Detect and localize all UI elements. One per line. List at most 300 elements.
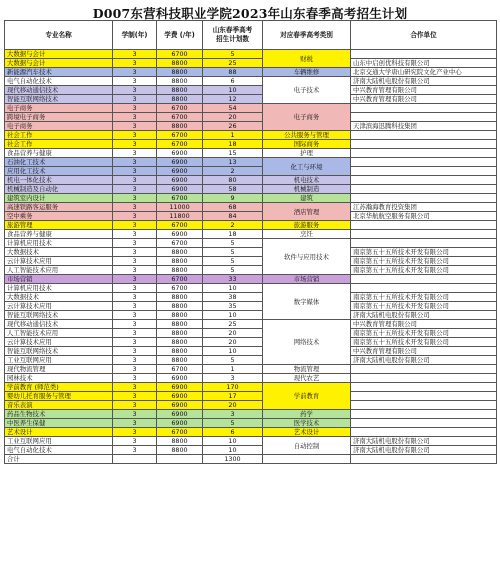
years-cell: 3 <box>113 140 157 149</box>
partner-cell <box>351 428 497 437</box>
major-cell: 电气自动化技术 <box>5 446 113 455</box>
major-cell: 现代移动通信技术 <box>5 86 113 95</box>
fee-cell: 8800 <box>157 437 203 446</box>
table-row <box>5 68 497 77</box>
fee-cell: 8800 <box>157 446 203 455</box>
table-row <box>5 221 497 230</box>
table-row <box>5 239 497 248</box>
years-cell: 3 <box>113 365 157 374</box>
major-cell: 中医养生保健 <box>5 419 113 428</box>
years-cell: 3 <box>113 347 157 356</box>
fee-cell: 6900 <box>157 392 203 401</box>
plan-cell: 25 <box>203 320 263 329</box>
major-cell: 艺术设计 <box>5 428 113 437</box>
major-cell: 智能互联网络技术 <box>5 347 113 356</box>
partner-cell: 江苏瀚海教育投资集团 <box>351 203 497 212</box>
fee-cell: 8800 <box>157 320 203 329</box>
table-row <box>5 167 497 176</box>
years-cell: 3 <box>113 419 157 428</box>
partner-cell: 济南大陆机电股份有限公司 <box>351 77 497 86</box>
fee-cell: 6700 <box>157 239 203 248</box>
category-cell: 建筑 <box>263 194 351 203</box>
fee-cell: 8800 <box>157 59 203 68</box>
major-cell: 建筑室内设计 <box>5 194 113 203</box>
years-cell: 3 <box>113 185 157 194</box>
years-cell: 3 <box>113 77 157 86</box>
major-cell: 电子商务 <box>5 104 113 113</box>
years-cell: 3 <box>113 329 157 338</box>
table-row <box>5 77 497 86</box>
category-cell: 软件与应用技术 <box>263 239 351 275</box>
major-cell: 大数据技术 <box>5 248 113 257</box>
fee-cell: 8800 <box>157 95 203 104</box>
partner-cell <box>351 149 497 158</box>
table-row <box>5 446 497 455</box>
major-cell: 婴幼儿托育服务与管理 <box>5 392 113 401</box>
fee-cell: 8800 <box>157 248 203 257</box>
partner-cell: 天津滨海迅腾科技集团 <box>351 122 497 131</box>
table-row <box>5 428 497 437</box>
years-cell: 3 <box>113 59 157 68</box>
plan-cell: 5 <box>203 239 263 248</box>
fee-cell: 8800 <box>157 329 203 338</box>
table-row <box>5 194 497 203</box>
partner-cell <box>351 185 497 194</box>
table-row <box>5 311 497 320</box>
partner-cell <box>351 419 497 428</box>
fee-cell: 6900 <box>157 185 203 194</box>
category-cell: 药学 <box>263 410 351 419</box>
header-category: 对应春季高考类别 <box>263 21 351 50</box>
fee-cell: 6900 <box>157 401 203 410</box>
table-row <box>5 140 497 149</box>
major-cell: 空中乘务 <box>5 212 113 221</box>
table-row <box>5 401 497 410</box>
years-cell: 3 <box>113 113 157 122</box>
plan-cell: 12 <box>203 95 263 104</box>
table-header-row <box>5 21 497 50</box>
plan-cell: 84 <box>203 212 263 221</box>
header-years: 学制(年) <box>113 21 157 50</box>
fee-cell: 8800 <box>157 311 203 320</box>
plan-cell: 5 <box>203 266 263 275</box>
major-cell: 音乐表演 <box>5 401 113 410</box>
major-cell: 现代移动通信技术 <box>5 320 113 329</box>
major-cell: 工业互联网应用 <box>5 437 113 446</box>
major-cell: 食品营养与健康 <box>5 230 113 239</box>
partner-cell <box>351 365 497 374</box>
header-plan-line1: 山东春季高考 <box>212 26 253 34</box>
header-fee: 学费 (/年) <box>157 21 203 50</box>
partner-cell: 北京交通大学唐山研究院文化产业中心 <box>351 68 497 77</box>
plan-cell: 5 <box>203 257 263 266</box>
plan-cell: 35 <box>203 302 263 311</box>
table-row <box>5 230 497 239</box>
category-cell: 学前教育 <box>263 383 351 410</box>
plan-cell: 68 <box>203 203 263 212</box>
table-row <box>5 356 497 365</box>
document-title: D007东营科技职业学院2023年山东春季高考招生计划 <box>92 6 408 21</box>
years-cell: 3 <box>113 302 157 311</box>
plan-cell: 3 <box>203 410 263 419</box>
plan-cell: 1 <box>203 131 263 140</box>
fee-cell: 8800 <box>157 338 203 347</box>
enrollment-table <box>4 20 497 464</box>
table-row <box>5 374 497 383</box>
years-cell: 3 <box>113 212 157 221</box>
fee-cell: 6700 <box>157 284 203 293</box>
partner-cell: 济南大陆机电股份有限公司 <box>351 446 497 455</box>
total-empty <box>351 455 497 464</box>
partner-cell <box>351 401 497 410</box>
plan-cell: 2 <box>203 221 263 230</box>
header-plan-line2: 招生计划数 <box>216 35 249 43</box>
fee-cell: 6700 <box>157 365 203 374</box>
major-cell: 社会工作 <box>5 140 113 149</box>
years-cell: 3 <box>113 239 157 248</box>
table-row <box>5 284 497 293</box>
fee-cell: 6700 <box>157 104 203 113</box>
years-cell: 3 <box>113 86 157 95</box>
fee-cell: 6700 <box>157 140 203 149</box>
category-cell: 电子商务 <box>263 104 351 131</box>
plan-cell: 26 <box>203 122 263 131</box>
category-cell: 酒店管理 <box>263 203 351 221</box>
years-cell: 3 <box>113 167 157 176</box>
major-cell: 云计算技术应用 <box>5 302 113 311</box>
years-cell: 3 <box>113 176 157 185</box>
table-row <box>5 392 497 401</box>
category-cell: 自动控制 <box>263 437 351 455</box>
years-cell: 3 <box>113 446 157 455</box>
years-cell: 3 <box>113 203 157 212</box>
partner-cell <box>351 230 497 239</box>
table-row <box>5 383 497 392</box>
plan-cell: 33 <box>203 275 263 284</box>
major-cell: 跨境电子商务 <box>5 113 113 122</box>
years-cell: 3 <box>113 158 157 167</box>
years-cell: 3 <box>113 50 157 59</box>
partner-cell <box>351 410 497 419</box>
plan-cell: 10 <box>203 347 263 356</box>
major-cell: 机械制造及自动化 <box>5 185 113 194</box>
major-cell: 人工智能技术应用 <box>5 266 113 275</box>
partner-cell: 济南大陆机电股份有限公司 <box>351 311 497 320</box>
partner-cell: 南京第五十五所技术开发有限公司 <box>351 338 497 347</box>
major-cell: 应用化工技术 <box>5 167 113 176</box>
major-cell: 云计算技术应用 <box>5 257 113 266</box>
years-cell: 3 <box>113 194 157 203</box>
major-cell: 食品营养与健康 <box>5 149 113 158</box>
plan-cell: 58 <box>203 185 263 194</box>
years-cell: 3 <box>113 266 157 275</box>
major-cell: 药品生物技术 <box>5 410 113 419</box>
table-row <box>5 86 497 95</box>
years-cell: 3 <box>113 131 157 140</box>
partner-cell <box>351 176 497 185</box>
partner-cell: 南京第五十五所技术开发有限公司 <box>351 329 497 338</box>
header-plan <box>203 21 263 50</box>
plan-cell: 10 <box>203 437 263 446</box>
table-row <box>5 410 497 419</box>
major-cell: 电子商务 <box>5 122 113 131</box>
major-cell: 机电一体化技术 <box>5 176 113 185</box>
table-row <box>5 329 497 338</box>
partner-cell <box>351 239 497 248</box>
table-row <box>5 185 497 194</box>
plan-cell: 20 <box>203 329 263 338</box>
major-cell: 高速铁路客运服务 <box>5 203 113 212</box>
category-cell: 化工与环境 <box>263 158 351 176</box>
major-cell: 园林技术 <box>5 374 113 383</box>
major-cell: 计算机应用技术 <box>5 239 113 248</box>
fee-cell: 8800 <box>157 293 203 302</box>
total-label: 合计 <box>5 455 113 464</box>
years-cell: 3 <box>113 68 157 77</box>
total-empty <box>157 455 203 464</box>
total-empty <box>113 455 157 464</box>
plan-cell: 5 <box>203 419 263 428</box>
plan-cell: 17 <box>203 392 263 401</box>
fee-cell: 6900 <box>157 176 203 185</box>
table-row <box>5 50 497 59</box>
years-cell: 3 <box>113 293 157 302</box>
table-row <box>5 158 497 167</box>
partner-cell: 中兴教育管理有限公司 <box>351 86 497 95</box>
fee-cell: 8800 <box>157 68 203 77</box>
major-cell: 电气自动化技术 <box>5 77 113 86</box>
major-cell: 市场营销 <box>5 275 113 284</box>
category-cell: 艺术设计 <box>263 428 351 437</box>
fee-cell: 8800 <box>157 302 203 311</box>
plan-cell: 20 <box>203 401 263 410</box>
years-cell: 3 <box>113 275 157 284</box>
fee-cell: 8800 <box>157 77 203 86</box>
category-cell: 财税 <box>263 50 351 68</box>
major-cell: 智能互联网络技术 <box>5 95 113 104</box>
total-empty <box>263 455 351 464</box>
plan-cell: 20 <box>203 113 263 122</box>
table-row <box>5 176 497 185</box>
partner-cell: 山东中启创优科技有限公司 <box>351 59 497 68</box>
category-cell: 护理 <box>263 149 351 158</box>
category-cell: 网络技术 <box>263 320 351 365</box>
table-row <box>5 104 497 113</box>
table-row <box>5 275 497 284</box>
category-cell: 公共服务与管理 <box>263 131 351 140</box>
table-row <box>5 131 497 140</box>
fee-cell: 6900 <box>157 383 203 392</box>
table-row <box>5 203 497 212</box>
partner-cell <box>351 392 497 401</box>
header-partner: 合作单位 <box>351 21 497 50</box>
fee-cell: 6700 <box>157 221 203 230</box>
plan-cell: 25 <box>203 59 263 68</box>
fee-cell: 6700 <box>157 131 203 140</box>
years-cell: 3 <box>113 392 157 401</box>
category-cell: 旅游服务 <box>263 221 351 230</box>
years-cell: 3 <box>113 356 157 365</box>
table-row <box>5 266 497 275</box>
table-row <box>5 149 497 158</box>
partner-cell: 中兴教育管理有限公司 <box>351 347 497 356</box>
plan-cell: 170 <box>203 383 263 392</box>
partner-cell: 南京第五十五所技术开发有限公司 <box>351 302 497 311</box>
years-cell: 3 <box>113 149 157 158</box>
partner-cell: 南京第五十五所技术开发有限公司 <box>351 257 497 266</box>
category-cell: 物流管理 <box>263 365 351 374</box>
partner-cell: 中兴教育管理有限公司 <box>351 95 497 104</box>
partner-cell <box>351 140 497 149</box>
major-cell: 计算机应用技术 <box>5 284 113 293</box>
table-row <box>5 122 497 131</box>
fee-cell: 6900 <box>157 374 203 383</box>
plan-cell: 10 <box>203 446 263 455</box>
table-row <box>5 347 497 356</box>
fee-cell: 8800 <box>157 122 203 131</box>
table-row <box>5 437 497 446</box>
partner-cell <box>351 383 497 392</box>
plan-cell: 18 <box>203 230 263 239</box>
major-cell: 大数据与会计 <box>5 50 113 59</box>
partner-cell <box>351 50 497 59</box>
fee-cell: 6700 <box>157 275 203 284</box>
total-row <box>5 455 497 464</box>
major-cell: 现代物流管理 <box>5 365 113 374</box>
partner-cell: 南京第五十五所技术开发有限公司 <box>351 266 497 275</box>
table-row <box>5 257 497 266</box>
plan-cell: 10 <box>203 86 263 95</box>
partner-cell: 南京第五十五所技术开发有限公司 <box>351 248 497 257</box>
major-cell: 新能源汽车技术 <box>5 68 113 77</box>
plan-cell: 2 <box>203 167 263 176</box>
years-cell: 3 <box>113 221 157 230</box>
years-cell: 3 <box>113 437 157 446</box>
major-cell: 云计算技术应用 <box>5 338 113 347</box>
major-cell: 大数据技术 <box>5 293 113 302</box>
table-row <box>5 248 497 257</box>
category-cell: 数字媒体 <box>263 284 351 320</box>
fee-cell: 6900 <box>157 419 203 428</box>
partner-cell <box>351 104 497 113</box>
years-cell: 3 <box>113 338 157 347</box>
plan-cell: 5 <box>203 356 263 365</box>
plan-cell: 10 <box>203 311 263 320</box>
fee-cell: 6900 <box>157 149 203 158</box>
plan-cell: 88 <box>203 68 263 77</box>
plan-cell: 13 <box>203 158 263 167</box>
partner-cell <box>351 167 497 176</box>
table-row <box>5 212 497 221</box>
table-row <box>5 293 497 302</box>
fee-cell: 8800 <box>157 347 203 356</box>
years-cell: 3 <box>113 284 157 293</box>
category-cell: 机电技术 <box>263 176 351 185</box>
partner-cell: 南京第五十五所技术开发有限公司 <box>351 293 497 302</box>
plan-cell: 15 <box>203 149 263 158</box>
plan-cell: 6 <box>203 77 263 86</box>
major-cell: 智能互联网络技术 <box>5 311 113 320</box>
category-cell: 车辆维修 <box>263 68 351 77</box>
partner-cell <box>351 158 497 167</box>
plan-cell: 54 <box>203 104 263 113</box>
fee-cell: 11000 <box>157 203 203 212</box>
category-cell: 现代农艺 <box>263 374 351 383</box>
table-row <box>5 365 497 374</box>
years-cell: 3 <box>113 410 157 419</box>
table-row <box>5 113 497 122</box>
category-cell: 医学技术 <box>263 419 351 428</box>
fee-cell: 6900 <box>157 410 203 419</box>
partner-cell <box>351 284 497 293</box>
table-row <box>5 338 497 347</box>
plan-cell: 1 <box>203 365 263 374</box>
major-cell: 工业互联网应用 <box>5 356 113 365</box>
category-cell: 烹饪 <box>263 230 351 239</box>
table-row <box>5 419 497 428</box>
table-row <box>5 302 497 311</box>
years-cell: 3 <box>113 311 157 320</box>
table-row <box>5 59 497 68</box>
fee-cell: 6700 <box>157 113 203 122</box>
years-cell: 3 <box>113 230 157 239</box>
plan-cell: 6 <box>203 428 263 437</box>
years-cell: 3 <box>113 428 157 437</box>
years-cell: 3 <box>113 122 157 131</box>
total-plan: 1300 <box>203 455 263 464</box>
fee-cell: 11800 <box>157 212 203 221</box>
major-cell: 大数据与会计 <box>5 59 113 68</box>
years-cell: 3 <box>113 383 157 392</box>
plan-cell: 5 <box>203 248 263 257</box>
plan-cell: 10 <box>203 284 263 293</box>
category-cell: 机械制造 <box>263 185 351 194</box>
partner-cell <box>351 221 497 230</box>
fee-cell: 8800 <box>157 257 203 266</box>
major-cell: 旅游管理 <box>5 221 113 230</box>
fee-cell: 6900 <box>157 167 203 176</box>
table-row <box>5 95 497 104</box>
years-cell: 3 <box>113 257 157 266</box>
category-cell: 国际商务 <box>263 140 351 149</box>
plan-cell: 3 <box>203 374 263 383</box>
years-cell: 3 <box>113 95 157 104</box>
table-row <box>5 320 497 329</box>
table-body <box>5 50 497 464</box>
years-cell: 3 <box>113 320 157 329</box>
fee-cell: 8800 <box>157 86 203 95</box>
plan-cell: 38 <box>203 293 263 302</box>
major-cell: 学前教育 (师范类) <box>5 383 113 392</box>
plan-cell: 80 <box>203 176 263 185</box>
fee-cell: 6700 <box>157 428 203 437</box>
partner-cell <box>351 194 497 203</box>
fee-cell: 6900 <box>157 158 203 167</box>
years-cell: 3 <box>113 374 157 383</box>
partner-cell: 济南大陆机电股份有限公司 <box>351 356 497 365</box>
plan-cell: 5 <box>203 50 263 59</box>
major-cell: 人工智能技术应用 <box>5 329 113 338</box>
fee-cell: 6700 <box>157 194 203 203</box>
header-major: 专业名称 <box>5 21 113 50</box>
plan-cell: 20 <box>203 338 263 347</box>
partner-cell <box>351 131 497 140</box>
major-cell: 石油化工技术 <box>5 158 113 167</box>
fee-cell: 6900 <box>157 230 203 239</box>
plan-cell: 18 <box>203 140 263 149</box>
partner-cell: 济南大陆机电股份有限公司 <box>351 437 497 446</box>
plan-cell: 9 <box>203 194 263 203</box>
